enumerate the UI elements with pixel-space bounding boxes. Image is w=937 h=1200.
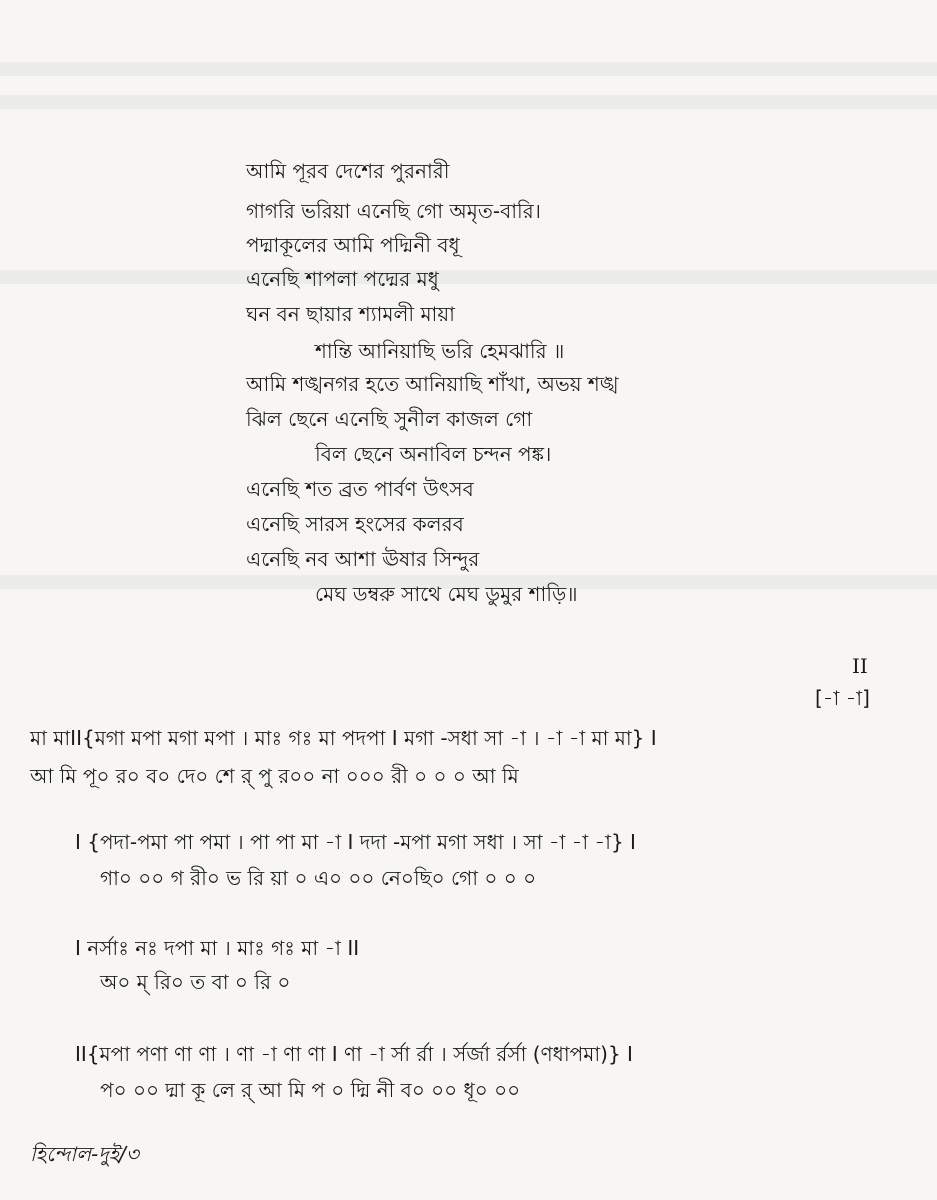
lyric-line: শান্তি আনিয়াছি ভরি হেমঝারি ॥ <box>315 339 565 363</box>
lyric-line: এনেছি নব আশা ঊষার সিন্দুর <box>246 547 480 571</box>
lyric-line: এনেছি শত ব্রত পার্বণ উৎসব <box>246 477 474 501</box>
bleed-through-band <box>0 95 937 109</box>
lyric-line: মেঘ ডম্বরু সাথে মেঘ ডুমুর শাড়ি॥ <box>315 582 578 606</box>
notation-line-notes: II{মপা পণা ণা ণা । ণা -া ণা ণা I ণা -া র্সা র্রা । র্সর্জা র্রর্সা (ণধাপমা)} I <box>75 1042 633 1066</box>
notation-line-notes: I {পদা-পমা পা পমা । পা পা মা -া I দদা -মপা মগা সধা । সা -া -া -া} I <box>75 830 636 854</box>
lyric-line: এনেছি সারস হংসের কলরব <box>246 512 464 536</box>
notation-line-lyrics: অ০ ম্ রি০ ত বা ০ রি ০ <box>100 970 291 994</box>
notation-line-notes: I নর্সাঃ নঃ দপা মা । মাঃ গঃ মা -া II <box>75 936 360 960</box>
lyric-line: ঘন বন ছায়ার শ্যামলী মায়া <box>246 302 455 326</box>
notation-line-lyrics: প০ ০০ দ্মা কূ লে র্ আ মি প ০ দ্মি নী ব০ ০০ ধূ০ ০০ <box>100 1078 521 1102</box>
page-footer: হিন্দোল-দুই/৩ <box>30 1142 139 1166</box>
lyric-line: এনেছি শাপলা পদ্মের মধু <box>246 267 439 291</box>
lyric-line: গাগরি ভরিয়া এনেছি গো অমৃত-বারি। <box>246 199 541 223</box>
lyric-line: পদ্মাকূলের আমি পদ্মিনী বধূ <box>246 233 460 257</box>
lyric-line: আমি পূরব দেশের পুরনারী <box>246 159 450 183</box>
notation-line-lyrics: গা০ ০০ গ রী০ ভ রি য়া ০ এ০ ০০ নে০ছি০ গো ০ ০ ০ <box>100 866 537 890</box>
bleed-through-band <box>0 270 937 284</box>
notation-line-lyrics: আ মি পূ০ র০ ব০ দে০ শে র্ পু র০০ না ০০০ রী ০ ০ ০ আ মি <box>30 764 519 788</box>
lyric-line: আমি শঙ্খনগর হতে আনিয়াছি শাঁখা, অভয় শঙ্খ <box>246 372 619 396</box>
lyric-line: বিল ছেনে অনাবিল চন্দন পঙ্ক। <box>315 442 552 466</box>
intro-bar-mark: II <box>852 654 868 678</box>
intro-rest: [-া -া] <box>815 686 870 710</box>
lyric-line: ঝিল ছেনে এনেছি সুনীল কাজল গো <box>246 407 533 431</box>
notation-line-notes: মা মাII{মগা মপা মগা মপা । মাঃ গঃ মা পদপা I মগা -সধা সা -া । -া -া মা মা} I <box>30 726 657 750</box>
bleed-through-band <box>0 62 937 76</box>
